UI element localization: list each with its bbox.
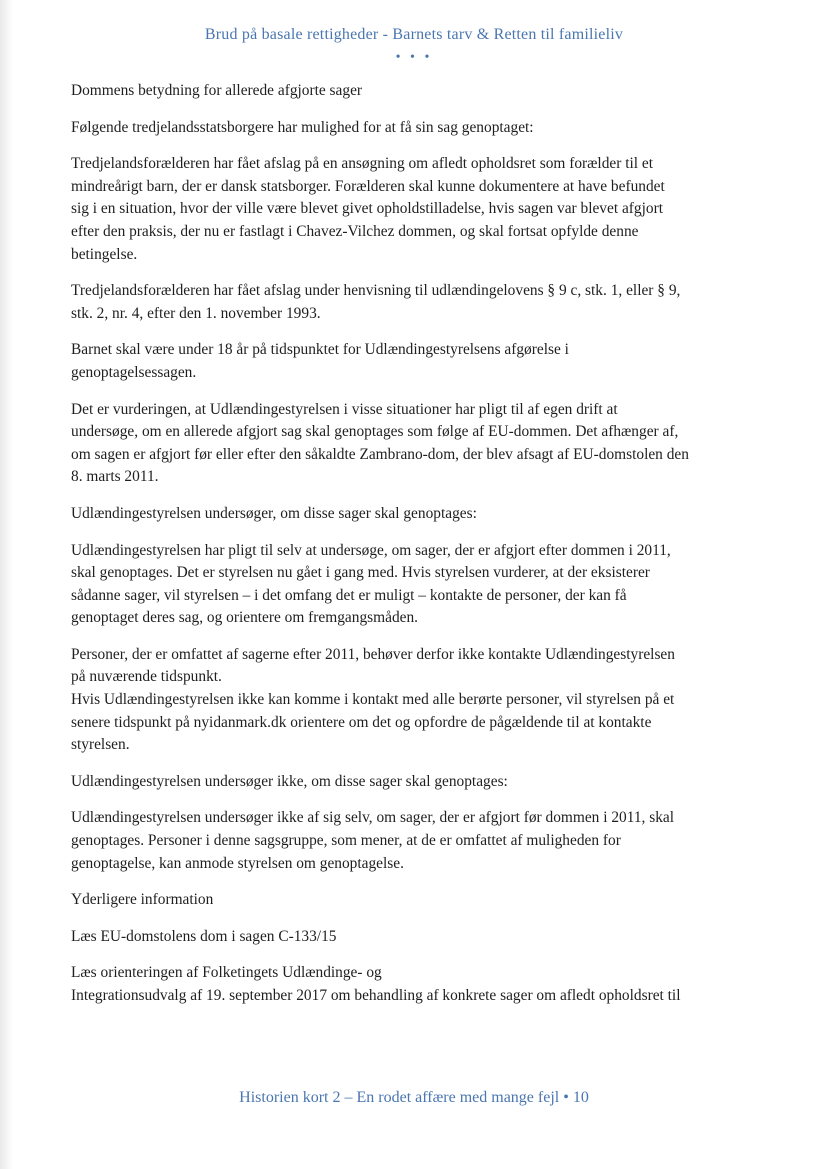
- text-line: Barnet skal være under 18 år på tidspunktet for Udlændingestyrelsens afgørelse i: [71, 341, 569, 359]
- paragraph: [71, 540, 751, 630]
- text-line: skal genoptages. Det er styrelsen nu gået i gang med. Hvis styrelsen vurderer, at der eksisterer: [71, 564, 650, 582]
- text-line: 8. marts 2011.: [71, 468, 159, 486]
- text-line: genoptaget deres sag, og orientere om fremgangsmåden.: [71, 609, 419, 627]
- text-line: undersøge, om en allerede afgjort sag skal genoptages som følge af EU-dommen. Det afhænger af,: [71, 423, 679, 441]
- paragraph: [71, 807, 751, 875]
- paragraph: [71, 339, 751, 384]
- text-line: Personer, der er omfattet af sagerne efter 2011, behøver derfor ikke kontakte Udlændingestyrelsen: [71, 645, 675, 663]
- text-line: efter den praksis, der nu er fastlagt i Chavez-Vilchez dommen, og skal fortsat opfylde denne: [71, 222, 639, 240]
- text-line: Integrationsudvalg af 19. september 2017 om behandling af konkrete sager om afledt opholdsret til: [71, 987, 681, 1004]
- paragraph: [71, 117, 751, 140]
- text-line: Tredjelandsforælderen har fået afslag under henvisning til udlændingelovens § 9 c, stk. 1, eller § 9,: [71, 282, 681, 300]
- text-line: Dommens betydning for allerede afgjorte sager: [71, 82, 363, 99]
- text-line: Udlændingestyrelsen undersøger ikke af sig selv, om sager, der er afgjort før dommen i 2011, skal: [71, 809, 675, 827]
- text-line: på nuværende tidspunkt.: [71, 668, 222, 686]
- text-line: stk. 2, nr. 4, efter den 1. november 1993.: [71, 304, 321, 322]
- paragraph: [71, 889, 751, 912]
- paragraph: [71, 926, 751, 949]
- paragraph: [71, 399, 751, 489]
- paragraph: [71, 153, 751, 266]
- text-line: genoptagelsessagen.: [71, 363, 197, 381]
- document-body: [71, 80, 751, 1022]
- text-line: genoptagelse, kan anmode styrelsen om genoptagelse.: [71, 854, 404, 872]
- text-line: Det er vurderingen, at Udlændingestyrelsen i visse situationer har pligt til af egen drift at: [71, 400, 618, 418]
- paragraph: [71, 644, 751, 757]
- text-line: Yderligere information: [71, 891, 214, 909]
- text-line: om sagen er afgjort før eller efter den såkaldte Zambrano-dom, der blev afsagt af EU-domstolen den: [71, 445, 689, 463]
- text-line: Læs orienteringen af Folketingets Udlændinge- og: [71, 964, 382, 982]
- scanned-page-edge: [0, 0, 14, 1169]
- text-line: styrelsen.: [71, 736, 130, 754]
- text-line: senere tidspunkt på nyidanmark.dk orientere om det og opfordre de pågældende til at kontakte: [71, 713, 652, 731]
- text-line: Følgende tredjelandsstatsborgere har mulighed for at få sin sag genoptaget:: [71, 118, 534, 136]
- text-line: Hvis Udlændingestyrelsen ikke kan komme i kontakt med alle berørte personer, vil styrelsen på et: [71, 691, 675, 709]
- paragraph: [71, 962, 751, 1007]
- text-line: betingelse.: [71, 245, 138, 263]
- running-footer: Historien kort 2 – En rodet affære med mange fejl • 10: [239, 1089, 589, 1106]
- text-line: sådanne sager, vil styrelsen – i det omfang det er muligt – kontakte de personer, der kan få: [71, 586, 627, 604]
- text-line: Udlændingestyrelsen har pligt til selv at undersøge, om sager, der er afgjort efter dommen i 2011,: [71, 541, 671, 559]
- header-title: Brud på basale rettigheder - Barnets tarv & Retten til familieliv: [204, 26, 624, 43]
- text-line: Tredjelandsforælderen har fået afslag på en ansøgning om afledt opholdsret som forælder til et: [71, 155, 653, 173]
- paragraph: [71, 771, 751, 794]
- text-line: genoptages. Personer i denne sagsgruppe, som mener, at de er omfattet af muligheden for: [71, 832, 621, 850]
- text-line: Udlændingestyrelsen undersøger ikke, om disse sager skal genoptages:: [71, 772, 508, 790]
- text-line: Læs EU-domstolens dom i sagen C-133/15: [71, 927, 337, 945]
- text-line: sig i en situation, hvor der ville være blevet givet opholdstilladelse, hvis sagen var blevet afgjort: [71, 200, 663, 218]
- paragraph: [71, 80, 751, 103]
- text-line: mindreårigt barn, der er dansk statsborger. Forælderen skal kunne dokumentere at have befundet: [71, 177, 665, 195]
- paragraph: [71, 280, 751, 325]
- running-header: [0, 26, 828, 66]
- text-line: Udlændingestyrelsen undersøger, om disse sager skal genoptages:: [71, 504, 477, 522]
- header-ornament: • • •: [395, 50, 433, 65]
- paragraph: [71, 503, 751, 526]
